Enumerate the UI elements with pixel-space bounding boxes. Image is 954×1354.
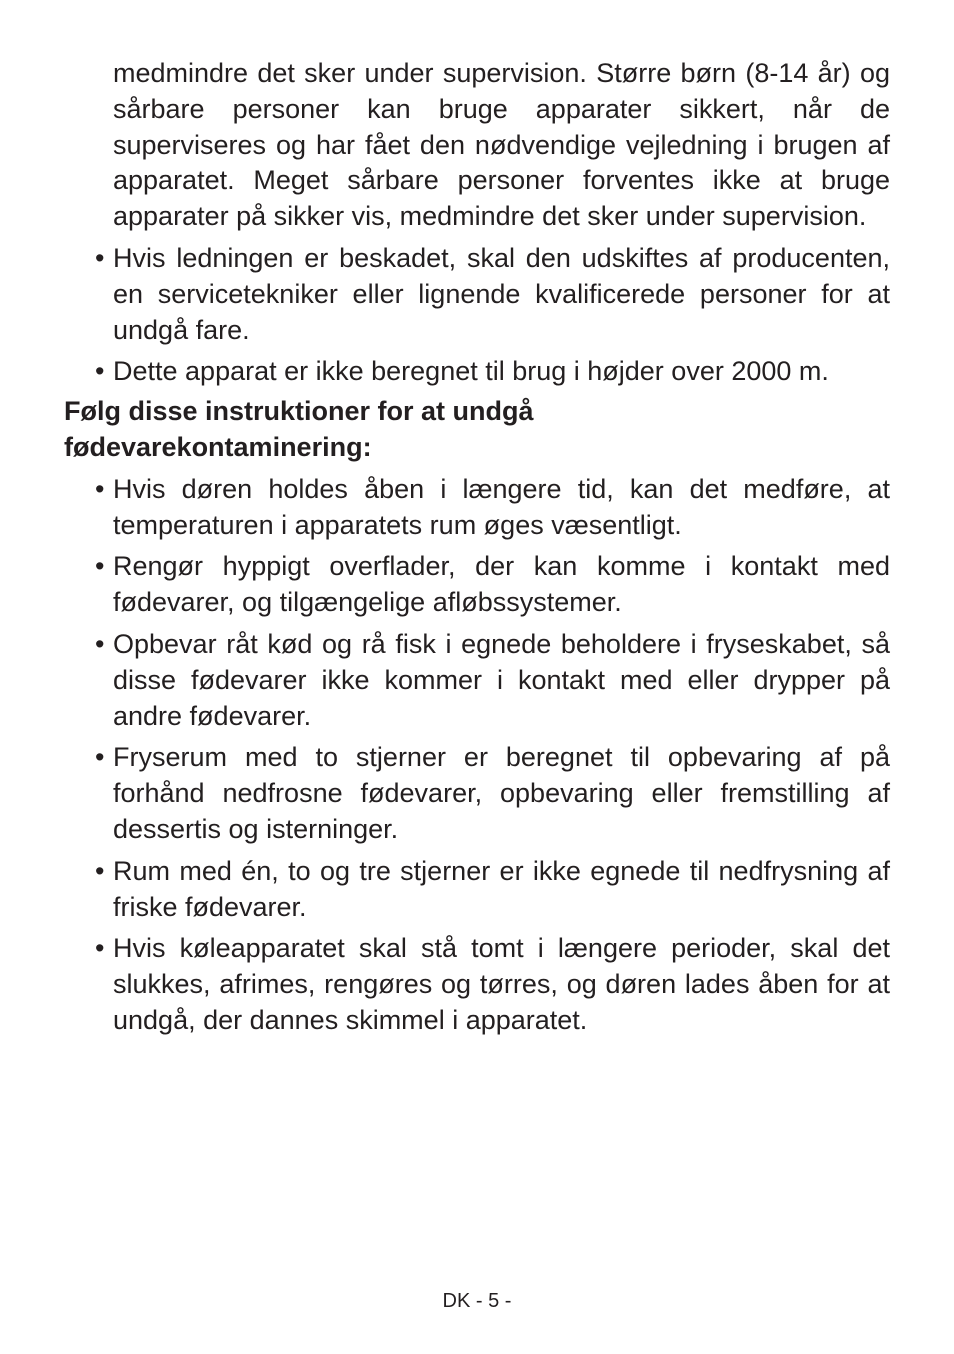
bullet-dot: •: [95, 933, 105, 964]
page-content: [64, 56, 890, 1039]
bullet-text: Hvis døren holdes åben i længere tid, kan det medføre, at temperaturen i apparatets rum øges væsentligt.: [113, 473, 890, 540]
bullet-text: Rum med én, to og tre stjerner er ikke egnede til nedfrysning af friske fødevarer.: [113, 855, 890, 922]
bullet-item: [64, 472, 890, 544]
bullet-item: [64, 854, 890, 926]
bullet-dot: •: [95, 551, 105, 582]
bullet-item: [64, 241, 890, 348]
bullet-dot: •: [95, 242, 105, 273]
bullet-item: [64, 931, 890, 1038]
bullet-text: Rengør hyppigt overflader, der kan komme i kontakt med fødevarer, og tilgængelige afløbssystemer.: [113, 551, 890, 618]
bullet-item: [64, 627, 890, 734]
bullet-dot: •: [95, 356, 105, 387]
bullet-item: [64, 740, 890, 847]
bullet-text: Dette apparat er ikke beregnet til brug i højder over 2000 m.: [113, 356, 829, 387]
bullet-item: [64, 549, 890, 621]
continuation-paragraph: medmindre det sker under supervision. Større børn (8-14 år) og sårbare personer kan bruge apparater sikkert, når de superviseres og har fået den nødvendige vejledning i brugen af apparatet. Meget sårbare personer forventes ikke at bruge apparater på sikker vis, medmindre det sker under supervision.: [113, 58, 890, 232]
bullet-dot: •: [95, 855, 105, 886]
bullet-dot: •: [95, 473, 105, 504]
safety-bullet-list: [64, 241, 890, 390]
page-number: DK - 5 -: [442, 1290, 512, 1312]
bullet-text: Hvis køleapparatet skal stå tomt i længere perioder, skal det slukkes, afrimes, rengøres og tørres, og døren lades åben for at undgå, der dannes skimmel i apparatet.: [113, 933, 890, 1035]
section-heading: Følg disse instruktioner for at undgå fødevarekontaminering:: [64, 396, 534, 462]
bullet-text: Fryserum med to stjerner er beregnet til opbevaring af på forhånd nedfrosne fødevarer, opbevaring eller fremstilling af dessertis og isterninger.: [113, 742, 890, 844]
bullet-dot: •: [95, 628, 105, 659]
bullet-text: Opbevar råt kød og rå fisk i egnede beholdere i fryseskabet, så disse fødevarer ikke kommer i kontakt med eller drypper på andre fødevarer.: [113, 628, 890, 731]
bullet-item: [64, 354, 890, 390]
bullet-dot: •: [95, 742, 105, 773]
food-safety-bullet-list: [64, 472, 890, 1039]
bullet-text: Hvis ledningen er beskadet, skal den udskiftes af producenten, en servicetekniker eller lignende kvalificerede personer for at undgå fare.: [113, 242, 890, 345]
